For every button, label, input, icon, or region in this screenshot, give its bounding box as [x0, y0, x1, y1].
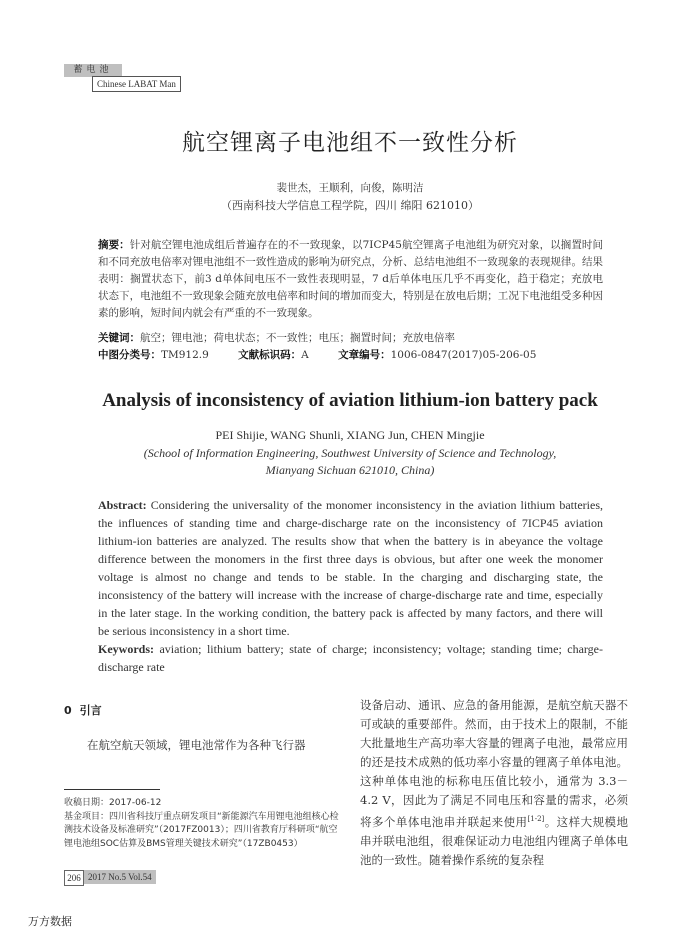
fund-info: 基金项目：四川省科技厅重点研发项目“新能源汽车用锂电池组核心检测技术设备及标准研究”（2017FZ0013）；四川省教育厅科研项“航空锂电池组SOC估算及BMS管理关键技术研究”（17ZB0453） — [64, 811, 339, 849]
classification-row — [98, 347, 603, 363]
body-col2-paragraph — [360, 696, 628, 870]
col2-text-b: 。这样大规模地串并联电池组，很难保证动力电池组内锂离子单体电池的一致性。随着操作系统的复杂程 — [360, 814, 629, 867]
abstract-en-paragraph — [98, 496, 603, 640]
keywords-en-label: Keywords: — [98, 642, 154, 656]
page-number: 206 — [64, 870, 84, 886]
keywords-cn-label: 关键词： — [98, 332, 140, 344]
watermark-text: 万方数据 — [28, 915, 72, 928]
citation: [1-2] — [527, 815, 545, 823]
abstract-cn-text: 针对航空锂电池成组后普遍存在的不一致现象，以7ICP45航空锂离子电池组为研究对象，以搁置时间和不同充放电倍率对锂电池组不一致性造成的影响为研究点，分析、总结电池组不一致现象的表现规律。结果表明：搁置状态下，前3 d单体间电压不一致性表现明显，7 d后单体电压几乎不再变化，趋于稳定；充放电状态下，电池组不一致现象会随充放电倍率和时间的增加而变大，特别是在放电后期；工况下电池组受多种因素的影响，短时间内就会有严重的不一致现象。 — [98, 239, 604, 319]
issue-info: 2017 No.5 Vol.54 — [84, 870, 156, 884]
section-number: 0 — [64, 704, 72, 717]
keywords-en-paragraph — [98, 640, 603, 676]
authors-en: PEI Shijie, WANG Shunli, XIANG Jun, CHEN Mingjie — [215, 428, 485, 442]
clc-value: TM912.9 — [161, 349, 209, 361]
col2-text-a: 设备启动、通讯、应急的备用能源，是航空航天器不可或缺的重要部件。然而，由于技术上的限制，不能大批量地生产高功率大容量的锂离子电池，最常应用的还是技术成熟的低功率小容量的锂离子单体电池。这种单体电池的标称电压值比较小，通常为 3.3－4.2 V，因此为了满足不同电压和容量的需求，必须将多个单体电池串并联起来使用 — [360, 698, 628, 829]
affiliation-en-line1: (School of Information Engineering, Southwest University of Science and Technology, — [143, 446, 557, 460]
footnote — [64, 797, 344, 851]
doc-code-value: A — [301, 349, 309, 361]
affiliation-en-line2: Mianyang Sichuan 621010, China) — [265, 463, 435, 477]
article-no-value: 1006-0847(2017)05-206-05 — [390, 349, 537, 361]
abstract-en-label: Abstract: — [98, 498, 147, 512]
title-cn: 航空锂离子电池组不一致性分析 — [182, 130, 518, 156]
footnote-divider — [64, 789, 160, 790]
abstract-cn-label: 摘要： — [98, 239, 130, 251]
section-tag: 蓄电池 — [64, 64, 122, 77]
keywords-cn — [98, 330, 603, 346]
section-title: 引言 — [79, 704, 102, 717]
abstract-cn — [98, 237, 603, 322]
authors-cn: 裴世杰，王顺利，向俊，陈明洁 — [276, 182, 424, 194]
clc-label: 中图分类号： — [98, 349, 161, 361]
doc-code-label: 文献标识码： — [238, 349, 302, 361]
keywords-cn-text: 航空；锂电池；荷电状态；不一致性；电压；搁置时间；充放电倍率 — [140, 332, 455, 344]
article-no-item — [338, 349, 536, 361]
doc-code-item — [238, 349, 309, 361]
abstract-en — [98, 496, 603, 676]
affiliation-cn: （西南科技大学信息工程学院，四川 绵阳 621010） — [221, 199, 479, 212]
abstract-en-text: Considering the universality of the monomer inconsistency in the aviation lithium batteries, the influences of standing time and charge-discharge rate on the inconsistency of 7ICP45 aviation lithium-ion batteries are analyzed. The results show that when the battery is in abeyance the voltage difference between the monomers in the first three days is obvious, but after one week the monomer voltage is almost no change and tends to be stable. In the charging and discharging state, the inconsistency of the battery will increase with the increase of charge-discharge rate and time, especially in the later stage. In the working condition, the battery pack is affected by many factors, and there will be serious inconsistency in a short time. — [98, 498, 603, 638]
journal-name: Chinese LABAT Man — [92, 76, 181, 92]
title-en: Analysis of inconsistency of aviation lithium-ion battery pack — [102, 390, 598, 411]
section-heading — [64, 702, 102, 718]
clc-item — [98, 349, 209, 361]
article-no-label: 文章编号： — [338, 349, 391, 361]
keywords-en-text: aviation; lithium battery; state of charge; inconsistency; voltage; standing time; charge-discharge rate — [98, 642, 604, 674]
body-col1-paragraph: 在航空航天领域，锂电池常作为各种飞行器 — [87, 738, 306, 752]
affiliation-en — [110, 445, 590, 479]
received-date: 收稿日期：2017-06-12 — [64, 798, 162, 808]
